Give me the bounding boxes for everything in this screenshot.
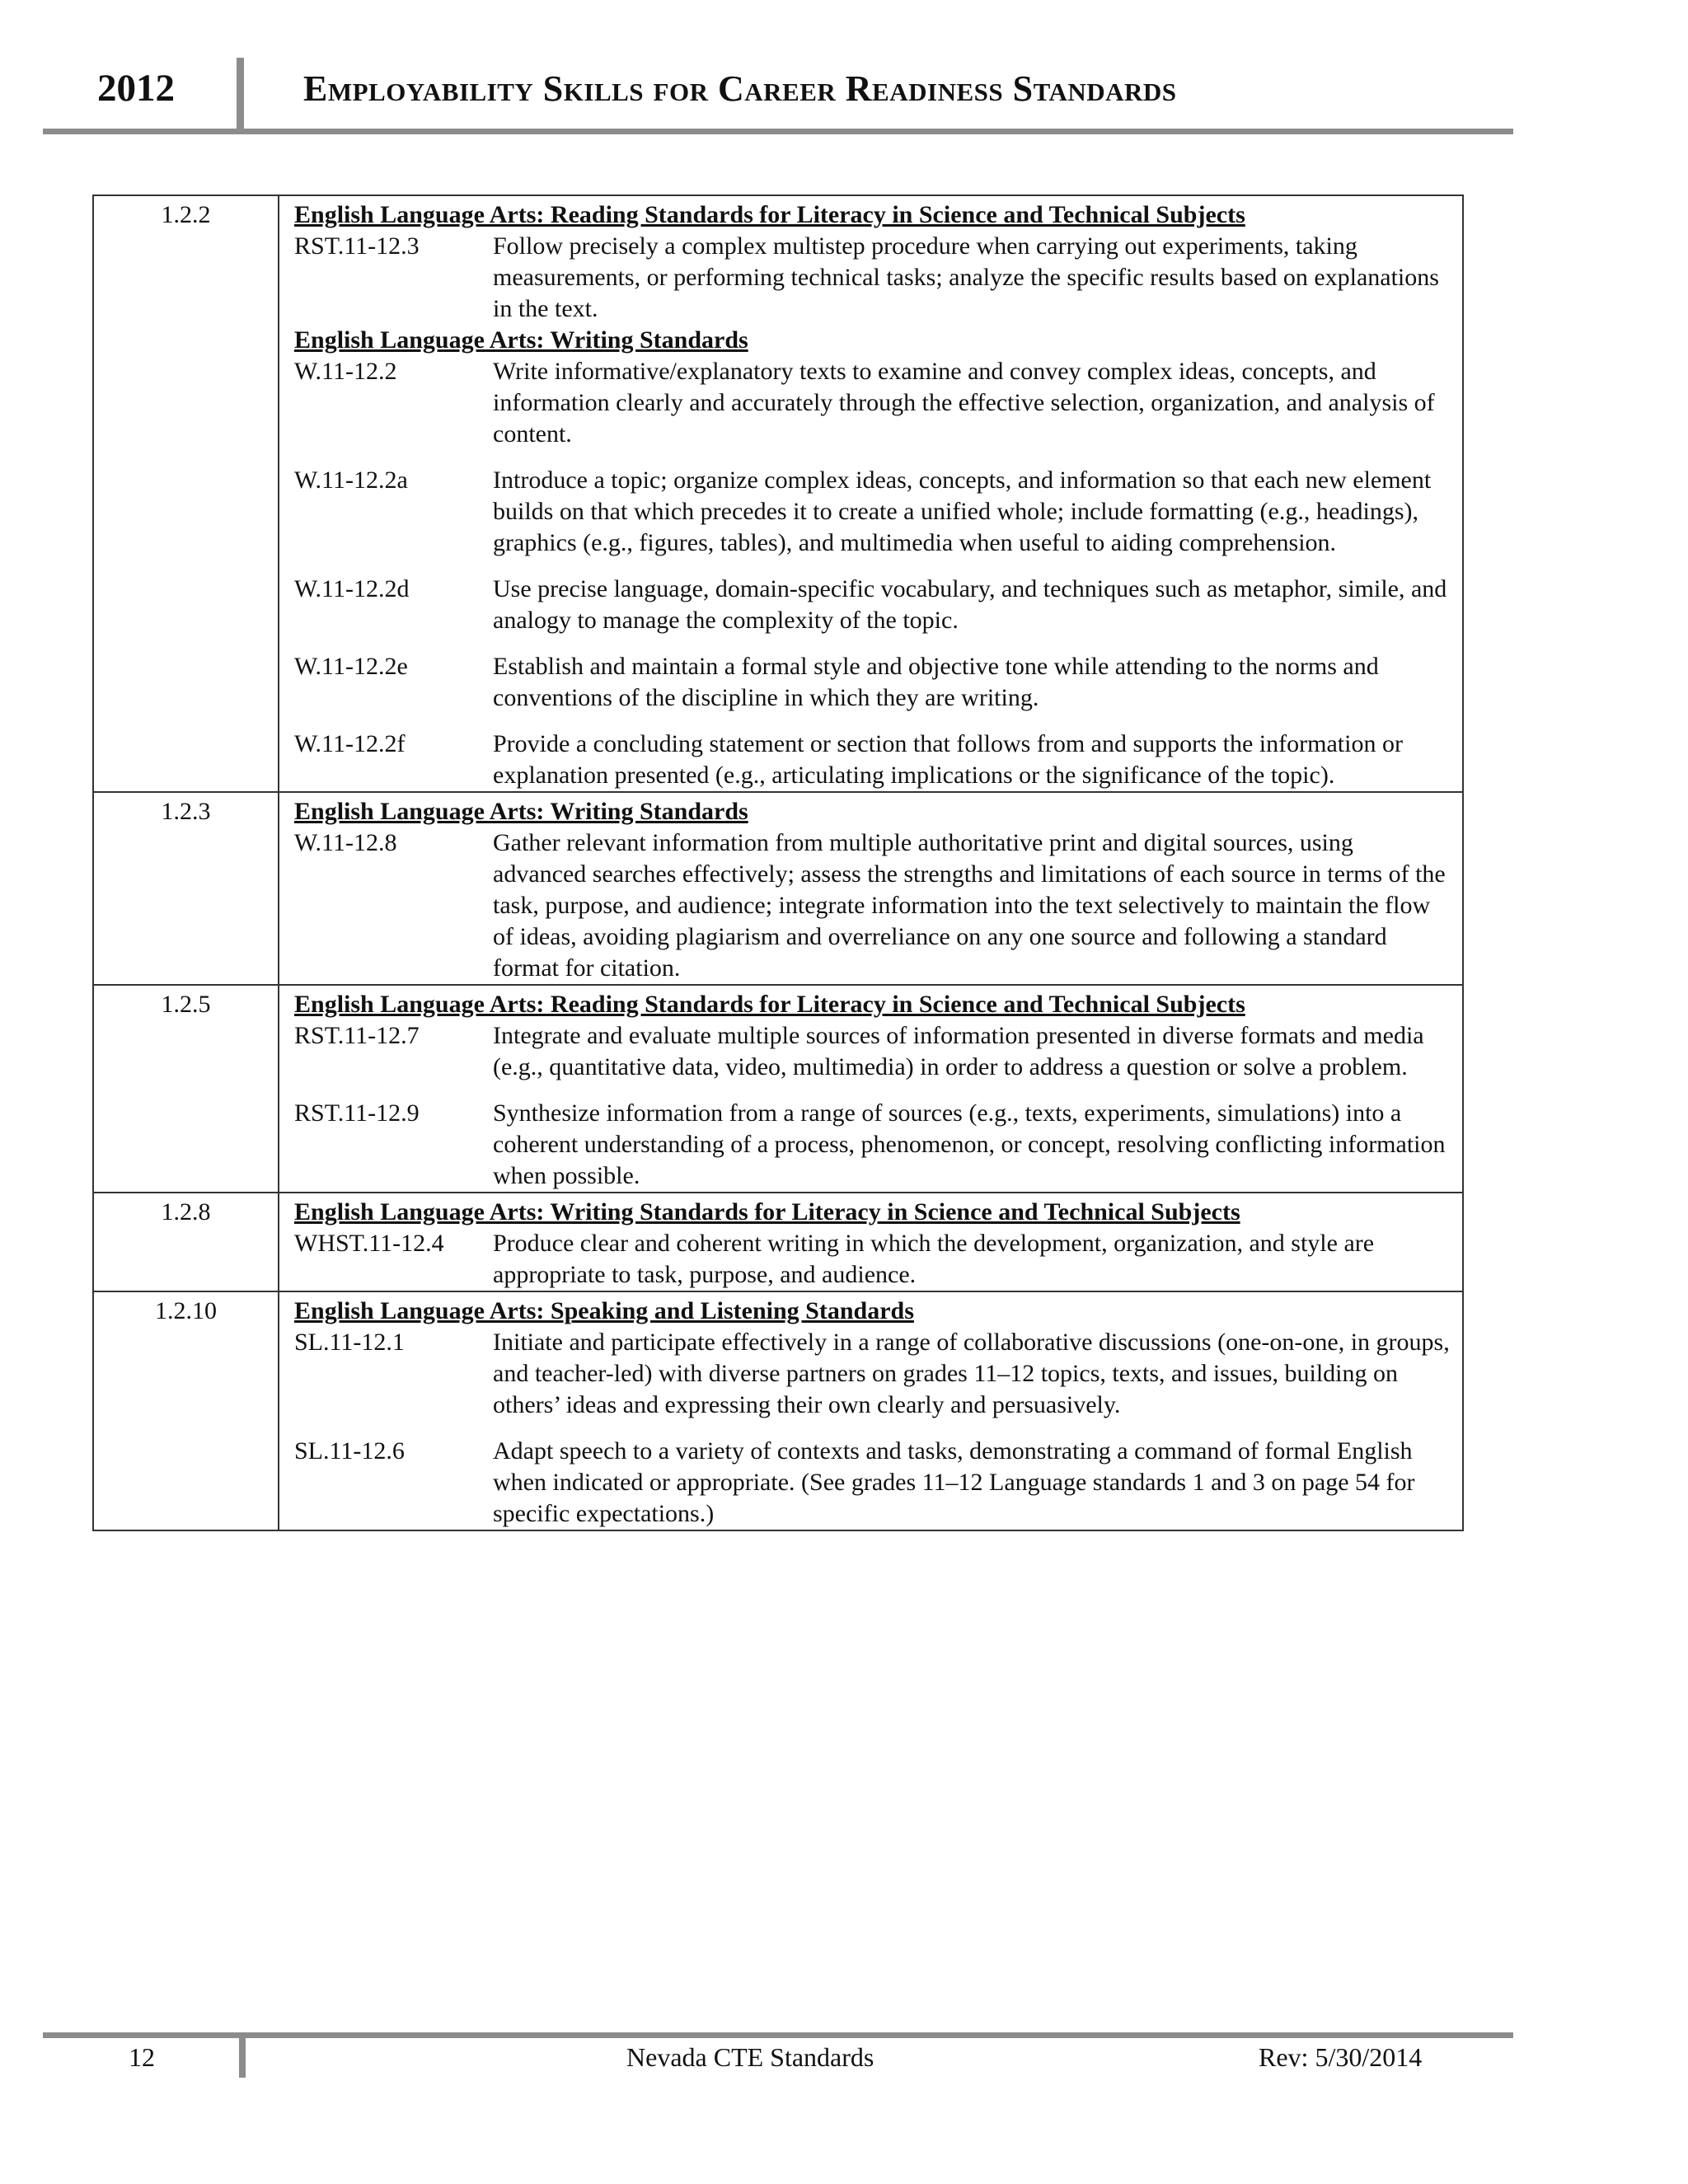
standard-item: [294, 1228, 1451, 1291]
standards-table-body: [93, 195, 1463, 1530]
standard-code: W.11-12.2: [294, 358, 397, 385]
standard-item: [294, 356, 1451, 450]
standard-code: RST.11-12.7: [294, 1022, 420, 1049]
aligned-standards-cell: [279, 985, 1463, 1193]
standard-text: Produce clear and coherent writing in which the development, organization, and style are appropriate to task, purpose, and audience.: [493, 1230, 1375, 1288]
table-row: [93, 195, 1463, 792]
performance-indicator-number: 1.2.10: [93, 1291, 279, 1530]
standard-text: Adapt speech to a variety of contexts and tasks, demonstrating a command of formal English when indicated or appropriate. (See grades 11–12 Language standards 1 and 3 on page 54 for specific expectations.): [493, 1437, 1415, 1527]
standard-item: [294, 465, 1451, 559]
footer-rule: [43, 2032, 1513, 2038]
standard-text: Use precise language, domain-specific vocabulary, and techniques such as metaphor, simile, and analogy to manage the complexity of the topic.: [493, 575, 1447, 634]
performance-indicator-number: 1.2.8: [93, 1193, 279, 1291]
footer-revision-date: Rev: 5/30/2014: [1259, 2042, 1423, 2072]
performance-indicator-number: 1.2.5: [93, 985, 279, 1193]
performance-indicator-number: 1.2.3: [93, 792, 279, 985]
standard-text: Gather relevant information from multiple authoritative print and digital sources, using advanced searches effectively; assess the strengths and limitations of each source in terms of the task, purpose, and audience; integrate information into the text selectively to maintain the flow of ideas, avoiding plagiarism and overreliance on any one source and following a standard format for citation.: [493, 829, 1446, 982]
aligned-standards-cell: [279, 195, 1463, 792]
table-row: [93, 1291, 1463, 1530]
aligned-standards-cell: [279, 792, 1463, 985]
standard-code: SL.11-12.6: [294, 1437, 405, 1465]
standard-code: W.11-12.2e: [294, 653, 408, 680]
header-rule: [43, 129, 1513, 134]
standard-text: Introduce a topic; organize complex ideas, concepts, and information so that each new element builds on that which precedes it to create a unified whole; include formatting (e.g., headings), graphics (e.g., figures, tables), and multimedia when useful to aiding comprehension.: [493, 466, 1432, 556]
standard-item: [294, 1327, 1451, 1421]
standards-group-title: English Language Arts: Writing Standards: [294, 326, 748, 354]
standard-code: RST.11-12.9: [294, 1099, 420, 1127]
table-row: [93, 985, 1463, 1193]
standard-item: [294, 827, 1451, 984]
standard-code: W.11-12.2f: [294, 730, 406, 757]
standard-text: Integrate and evaluate multiple sources of information presented in diverse formats and media (e.g., quantitative data, video, multimedia) in order to address a question or solve a problem.: [493, 1022, 1424, 1080]
performance-indicator-number: 1.2.2: [93, 195, 279, 792]
standard-text: Establish and maintain a formal style and objective tone while attending to the norms and conventions of the discipline in which they are writing.: [493, 653, 1379, 711]
standard-code: RST.11-12.3: [294, 232, 420, 260]
table-row: [93, 792, 1463, 985]
standards-group-title: English Language Arts: Writing Standards for Literacy in Science and Technical Subjects: [294, 1198, 1240, 1226]
standards-group-title: English Language Arts: Writing Standards: [294, 798, 748, 825]
standard-text: Provide a concluding statement or section that follows from and supports the information or explanation presented (e.g., articulating implications or the significance of the topic).: [493, 730, 1403, 789]
standard-code: WHST.11-12.4: [294, 1230, 444, 1257]
standards-group-title: English Language Arts: Reading Standards for Literacy in Science and Technical Subjects: [294, 991, 1245, 1018]
aligned-standards-cell: [279, 1291, 1463, 1530]
standard-text: Write informative/explanatory texts to examine and convey complex ideas, concepts, and information clearly and accurately through the effective selection, organization, and analysis of content.: [493, 358, 1435, 448]
header-divider: [237, 58, 244, 129]
header-year: 2012: [97, 67, 175, 110]
standard-item: [294, 1020, 1451, 1083]
standard-item: [294, 231, 1451, 325]
standard-text: Follow precisely a complex multistep procedure when carrying out experiments, taking measurements, or performing technical tasks; analyze the specific results based on explanations in the text.: [493, 232, 1439, 322]
aligned-standards-cell: [279, 1193, 1463, 1291]
standard-text: Synthesize information from a range of sources (e.g., texts, experiments, simulations) into a coherent understanding of a process, phenomenon, or concept, resolving conflicting information when possible.: [493, 1099, 1446, 1189]
table-row: [93, 1193, 1463, 1291]
standard-code: W.11-12.2d: [294, 575, 410, 602]
standard-item: [294, 1098, 1451, 1192]
standard-code: W.11-12.8: [294, 829, 397, 856]
standards-group-title: English Language Arts: Reading Standards for Literacy in Science and Technical Subjects: [294, 201, 1245, 228]
footer-divider: [239, 2032, 246, 2078]
standards-table: [92, 194, 1464, 1531]
standard-text: Initiate and participate effectively in a range of collaborative discussions (one-on-one, in groups, and teacher-led) with diverse partners on grades 11–12 topics, texts, and issues, building on others’ ideas and expressing their own clearly and persuasively.: [493, 1329, 1450, 1418]
standards-group-title: English Language Arts: Speaking and Listening Standards: [294, 1297, 914, 1324]
footer-document-name: Nevada CTE Standards: [626, 2042, 874, 2072]
standard-item: [294, 651, 1451, 714]
standard-item: [294, 729, 1451, 791]
standard-code: SL.11-12.1: [294, 1329, 405, 1356]
standard-item: [294, 1436, 1451, 1530]
page-title: Employability Skills for Career Readiness Standards: [303, 68, 1177, 109]
page-number: 12: [129, 2042, 155, 2072]
standard-code: W.11-12.2a: [294, 466, 408, 494]
standard-item: [294, 574, 1451, 636]
